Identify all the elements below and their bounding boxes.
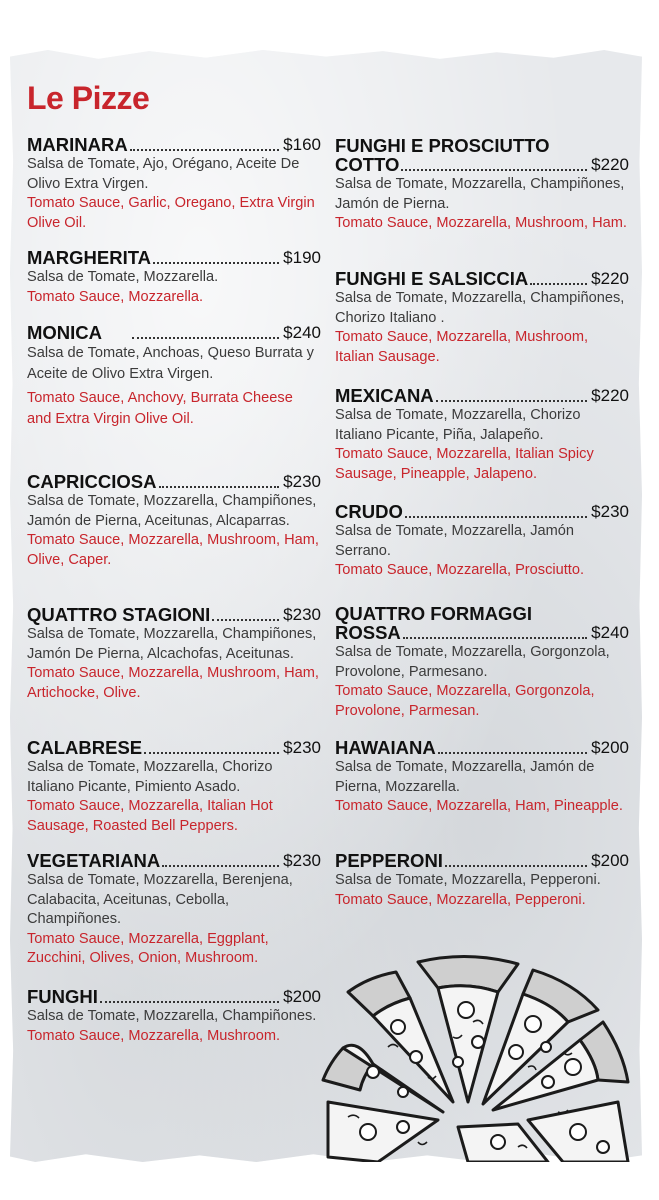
item-name: FUNGHI E SALSICCIA [335,268,529,289]
item-description-es: Salsa de Tomate, Ajo, Orégano, Aceite De Olivo Extra Virgen. [27,156,300,192]
item-description-en: Tomato Sauce, Mozzarella, Mushroom. [27,1027,281,1044]
item-description-en: Tomato Sauce, Mozzarella, Mushroom, Italian Sausage. [335,329,589,365]
item-name: CAPRICCIOSA [27,471,157,492]
item-price: $230 [283,472,321,491]
leader-dots [162,865,279,867]
item-description-es: Salsa de Tomate, Mozzarella, Champiñones. [27,1008,317,1024]
leader-dots [132,337,279,339]
item-price: $240 [283,323,321,342]
leader-dots [405,516,587,518]
item-price: $190 [283,248,321,267]
menu-item-crudo [335,502,629,581]
item-description-es: Salsa de Tomate, Mozzarella, Champiñones, Jamón De Pierna, Alcachofas, Aceitunas. [27,626,317,662]
leader-dots [438,752,587,754]
menu-item-quattro-stagioni [27,605,321,703]
item-description-en: Tomato Sauce, Mozzarella, Prosciutto. [335,562,585,578]
menu-item-margherita [27,248,321,307]
item-price: $220 [591,269,629,288]
item-name: FUNGHI [27,986,98,1007]
item-description-es: Salsa de Tomate, Mozzarella, Champiñones, Jamón de Pierna, Aceitunas, Alcaparras. [27,493,317,529]
leader-dots [403,637,587,639]
item-description-en: Tomato Sauce, Mozzarella, Mushroom, Ham, Olive, Caper. [27,532,319,568]
item-description-en: Tomato Sauce, Mozzarella, Mushroom, Ham, Artichocke, Olive. [27,665,319,701]
pizza-illustration [318,952,638,1162]
item-description-es: Salsa de Tomate, Anchoas, Queso Burrata y Aceite de Olivo Extra Virgen. [27,345,314,382]
item-name: MARINARA [27,134,128,155]
item-description-en: Tomato Sauce, Anchovy, Burrata Cheese and Extra Virgin Olive Oil. [27,390,293,427]
item-description-en: Tomato Sauce, Mozzarella, Ham, Pineapple. [335,798,623,814]
item-description-en: Tomato Sauce, Mozzarella, Italian Spicy Sausage, Pineapple, Jalapeno. [335,446,594,482]
item-price: $220 [591,155,629,174]
item-description-es: Salsa de Tomate, Mozzarella, Chorizo Italiano Picante, Pimiento Asado. [27,759,273,795]
item-price: $220 [591,386,629,405]
item-description-es: Salsa de Tomate, Mozzarella, Pepperoni. [335,872,601,888]
item-description-es: Salsa de Tomate, Mozzarella, Berenjena, Calabacita, Aceitunas, Cebolla, Champiñones. [27,872,293,927]
item-name: HAWAIANA [335,737,436,758]
menu-item-pepperoni [335,851,629,910]
item-name: MARGHERITA [27,247,152,268]
menu-item-quattro-formaggi-rossa [335,604,629,721]
item-description-es: Salsa de Tomate, Mozzarella, Jamón de Pierna, Mozzarella. [335,759,595,795]
item-description-en: Tomato Sauce, Mozzarella, Eggplant, Zucchini, Olives, Onion, Mushroom. [27,930,269,966]
menu-item-vegetariana [27,851,321,969]
item-price: $240 [591,623,629,642]
item-name: PEPPERONI [335,850,443,871]
item-name: ROSSA [335,622,401,643]
item-name: COTTO [335,154,400,175]
leader-dots [401,169,587,171]
item-name: QUATTRO STAGIONI [27,604,211,625]
item-name: CALABRESE [27,737,143,758]
item-description-es: Salsa de Tomate, Mozzarella, Jamón Serrano. [335,523,575,559]
leader-dots [212,619,279,621]
item-name: MONICA [27,322,103,343]
item-price: $230 [283,851,321,870]
menu-item-funghi [27,987,321,1046]
item-name: CRUDO [335,501,403,522]
item-name: MEXICANA [335,385,434,406]
leader-dots [530,283,587,285]
item-price: $200 [591,851,629,870]
item-description-en: Tomato Sauce, Mozzarella, Pepperoni. [335,891,586,908]
leader-dots [130,149,279,151]
item-description-en: Tomato Sauce, Garlic, Oregano, Extra Virgin Olive Oil. [27,195,315,231]
menu-title: Le Pizze [27,80,150,116]
item-price: $230 [591,502,629,521]
menu-item-mexicana [335,386,629,484]
item-price: $160 [283,135,321,154]
item-description-es: Salsa de Tomate, Mozzarella. [27,269,219,285]
leader-dots [445,865,587,867]
item-description-en: Tomato Sauce, Mozzarella, Mushroom, Ham. [335,215,627,231]
item-description-en: Tomato Sauce, Mozzarella, Italian Hot Sausage, Roasted Bell Peppers. [27,798,273,834]
menu-item-hawaiana [335,738,629,817]
menu-item-calabrese [27,738,321,836]
item-price: $230 [283,605,321,624]
item-description-es: Salsa de Tomate, Mozzarella, Chorizo Italiano Picante, Piña, Jalapeño. [335,407,581,443]
item-name: VEGETARIANA [27,850,161,871]
menu-item-marinara [27,135,321,233]
leader-dots [153,262,279,264]
menu-item-funghi-e-salsiccia [335,269,629,367]
item-description-en: Tomato Sauce, Mozzarella. [27,288,204,305]
item-description-en: Tomato Sauce, Mozzarella, Gorgonzola, Provolone, Parmesan. [335,683,595,719]
item-price: $200 [283,987,321,1006]
menu-item-funghi-e-prosciutto-cotto [335,136,629,234]
menu-item-capricciosa [27,472,321,570]
item-price: $200 [591,738,629,757]
menu-item-monica [27,323,321,430]
item-description-es: Salsa de Tomate, Mozzarella, Gorgonzola, Provolone, Parmesano. [335,644,610,680]
leader-dots [436,400,588,402]
item-name-line1: FUNGHI E PROSCIUTTO [335,135,550,156]
leader-dots [100,1001,279,1003]
leader-dots [159,486,280,488]
item-description-es: Salsa de Tomate, Mozzarella, Champiñones, Jamón de Pierna. [335,176,625,212]
item-name-line1: QUATTRO FORMAGGI [335,603,532,624]
item-description-es: Salsa de Tomate, Mozzarella, Champiñones, Chorizo Italiano . [335,290,625,326]
leader-dots [144,752,279,754]
item-price: $230 [283,738,321,757]
